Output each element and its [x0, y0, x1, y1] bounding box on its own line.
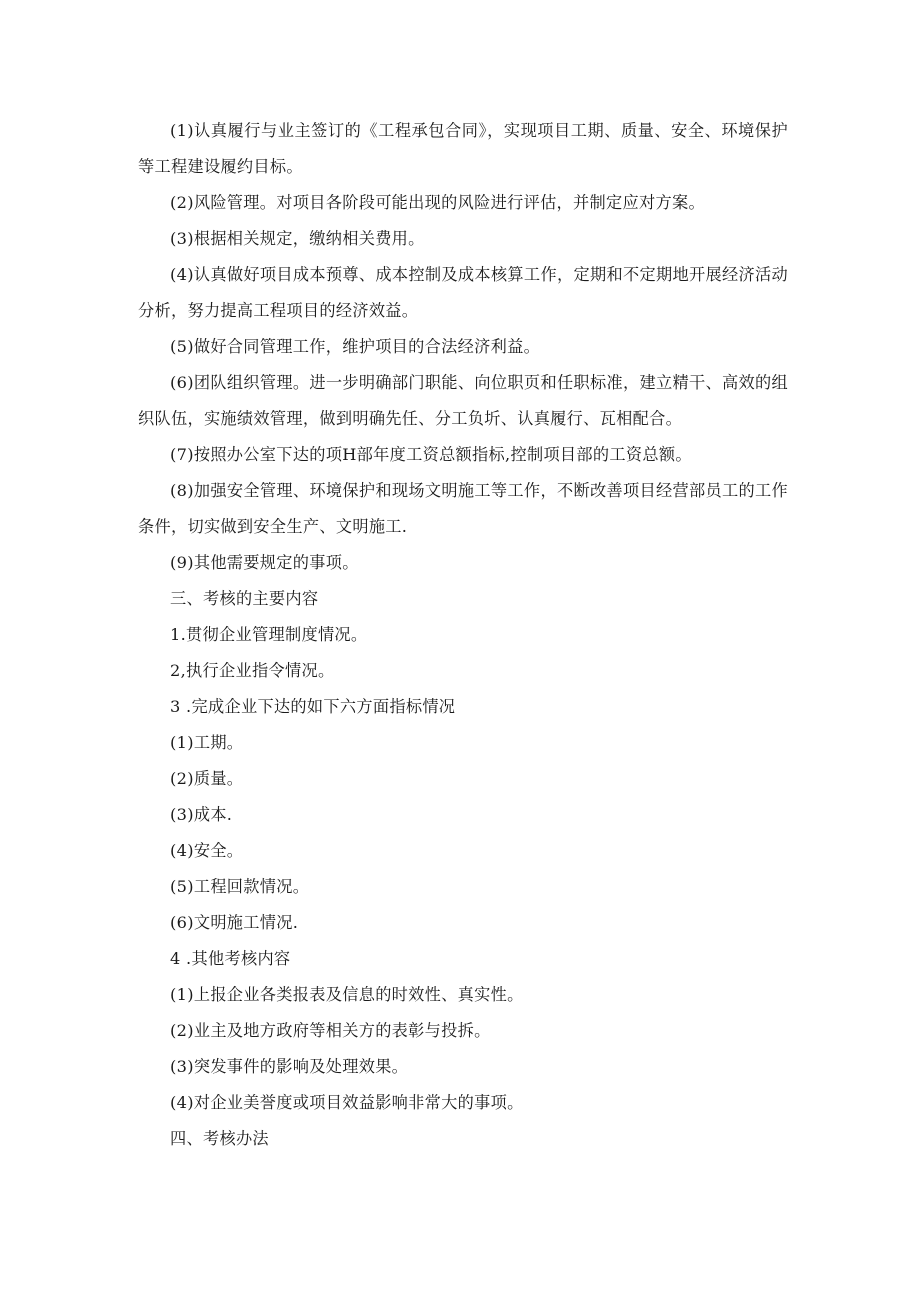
sub-item-reputation: (4)对企业美誉度或项目效益影响非常大的事项。: [170, 1093, 524, 1112]
sub-item-reports: (1)上报企业各类报表及信息的时效性、真实性。: [170, 985, 524, 1004]
paragraph-clause-2: (2)风险管理。对项目各阶段可能出现的风险进行评估，并制定应对方案。: [170, 193, 705, 212]
sub-item-schedule: (1)工期。: [170, 733, 244, 752]
paragraph-clause-5: (5)做好合同管理工作，维护项目的合法经济利益。: [170, 337, 541, 356]
sub-item-emergencies: (3)突发事件的影响及处理效果。: [170, 1057, 409, 1076]
list-item-4: 4 .其他考核内容: [170, 949, 291, 968]
paragraph-clause-8: (8)加强安全管理、环境保护和现场文明施工等工作，不断改善项目经营部员工的工作条件，切实做到安全生产、文明施工.: [138, 481, 788, 536]
sub-item-quality: (2)质量。: [170, 769, 244, 788]
sub-item-civilized-construction: (6)文明施工情况.: [170, 913, 299, 932]
list-item-2: 2,执行企业指令情况。: [170, 661, 335, 680]
paragraph-clause-9: (9)其他需要规定的事项。: [170, 553, 359, 572]
sub-item-safety: (4)安全。: [170, 841, 244, 860]
list-item-3: 3 .完成企业下达的如下六方面指标情况: [170, 697, 456, 716]
document-body: [138, 113, 788, 1157]
paragraph-clause-6: (6)团队组织管理。进一步明确部门职能、向位职页和任职标准，建立精干、高效的组织队伍，实施绩效管理，做到明确先任、分工负圻、认真履行、瓦相配合。: [138, 373, 788, 428]
sub-item-payment: (5)工程回款情况。: [170, 877, 310, 896]
paragraph-clause-7: (7)按照办公室下达的项H部年度工资总额指标,控制项目部的工资总额。: [170, 445, 692, 464]
paragraph-clause-4: (4)认真做好项目成本预尊、成本控制及成本核算工作，定期和不定期地开展经济活动分析，努力提高工程项目的经济效益。: [138, 265, 788, 320]
sub-item-cost: (3)成本.: [170, 805, 233, 824]
section-heading-assessment-content: 三、考核的主要内容: [170, 589, 319, 608]
paragraph-clause-3: (3)根据相关规定，缴纳相关费用。: [170, 229, 425, 248]
list-item-1: 1.贯彻企业管理制度情况。: [170, 625, 368, 644]
sub-item-stakeholders: (2)业主及地方政府等相关方的表彰与投拆。: [170, 1021, 491, 1040]
paragraph-clause-1: (1)认真履行与业主签订的《工程承包合同》，实现项目工期、质量、安全、环境保护等工程建设履约目标。: [138, 121, 788, 176]
section-heading-assessment-method: 四、考核办法: [170, 1129, 269, 1148]
